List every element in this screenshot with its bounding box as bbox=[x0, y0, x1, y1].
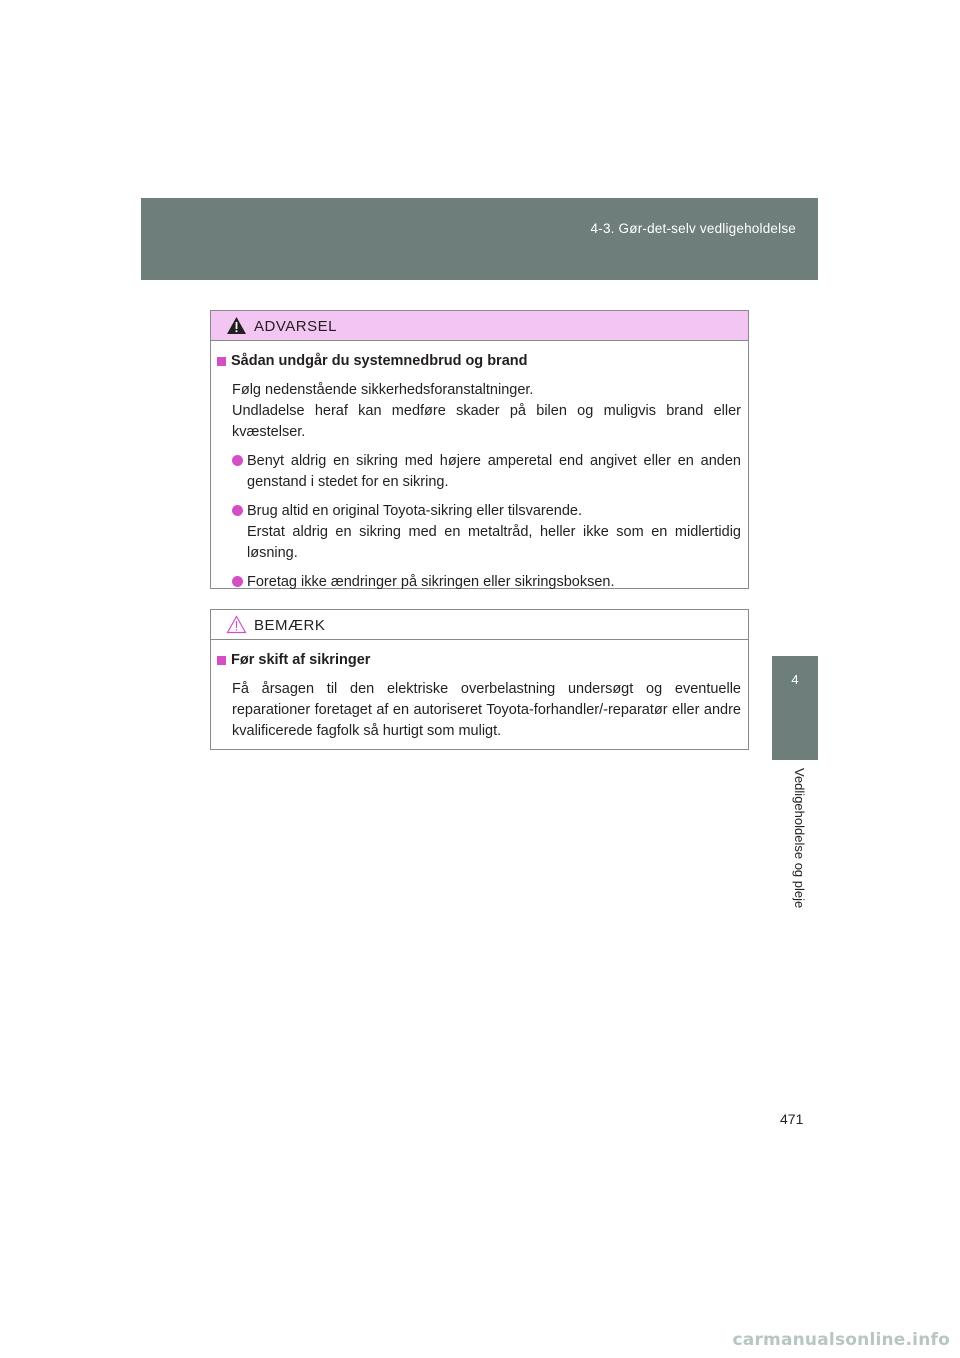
bullet-dot-icon bbox=[232, 505, 243, 516]
note-box-body bbox=[211, 640, 748, 742]
warning-box bbox=[210, 310, 749, 589]
section-title: 4-3. Gør-det-selv vedligeholdelse bbox=[590, 221, 796, 236]
note-label: BEMÆRK bbox=[254, 617, 326, 634]
watermark-logo: carmanualsonline.info bbox=[732, 1330, 950, 1350]
chapter-tab bbox=[772, 656, 818, 760]
warning-intro-line2: Undladelse heraf kan medføre skader på bilen og muligvis brand eller kvæstelser. bbox=[232, 403, 741, 440]
warning-heading bbox=[217, 351, 741, 372]
square-bullet-icon bbox=[217, 656, 226, 665]
warning-triangle-outline-icon bbox=[226, 615, 247, 634]
warning-bullet-3 bbox=[217, 572, 741, 593]
warning-box-header bbox=[211, 311, 748, 341]
warning-label: ADVARSEL bbox=[254, 318, 337, 335]
square-bullet-icon bbox=[217, 357, 226, 366]
warning-bullet-2 bbox=[217, 501, 741, 564]
warning-bullet-2-line2: Erstat aldrig en sikring med en metaltråd, heller ikke som en midlertidig løsning. bbox=[247, 524, 741, 561]
warning-bullet-1-text: Benyt aldrig en sikring med højere amperetal end angivet eller en anden genstand i stedet for en sikring. bbox=[247, 453, 741, 490]
page-number: 471 bbox=[780, 1111, 804, 1127]
chapter-number: 4 bbox=[791, 672, 799, 687]
warning-box-body bbox=[211, 341, 748, 593]
bullet-dot-icon bbox=[232, 455, 243, 466]
warning-bullet-2-text: Brug altid en original Toyota-sikring eller tilsvarende. bbox=[247, 503, 583, 519]
bullet-dot-icon bbox=[232, 576, 243, 587]
note-box bbox=[210, 609, 749, 750]
warning-bullet-3-text: Foretag ikke ændringer på sikringen eller sikringsboksen. bbox=[247, 574, 615, 590]
note-box-header bbox=[211, 610, 748, 640]
warning-triangle-filled-icon bbox=[226, 316, 247, 335]
note-text: Få årsagen til den elektriske overbelastning undersøgt og eventuelle reparationer foretaget af en autoriseret Toyota-forhandler/-reparatør eller andre kvalificerede fagfolk så hurtigt som muligt. bbox=[232, 681, 741, 739]
warning-intro-line1: Følg nedenstående sikkerhedsforanstaltninger. bbox=[232, 382, 534, 398]
note-heading-text: Før skift af sikringer bbox=[231, 652, 371, 668]
header-band bbox=[141, 198, 818, 280]
warning-bullet-1 bbox=[217, 451, 741, 493]
note-heading bbox=[217, 650, 741, 671]
chapter-title: Vedligeholdelse og pleje bbox=[792, 768, 807, 909]
warning-heading-text: Sådan undgår du systemnedbrud og brand bbox=[231, 353, 528, 369]
